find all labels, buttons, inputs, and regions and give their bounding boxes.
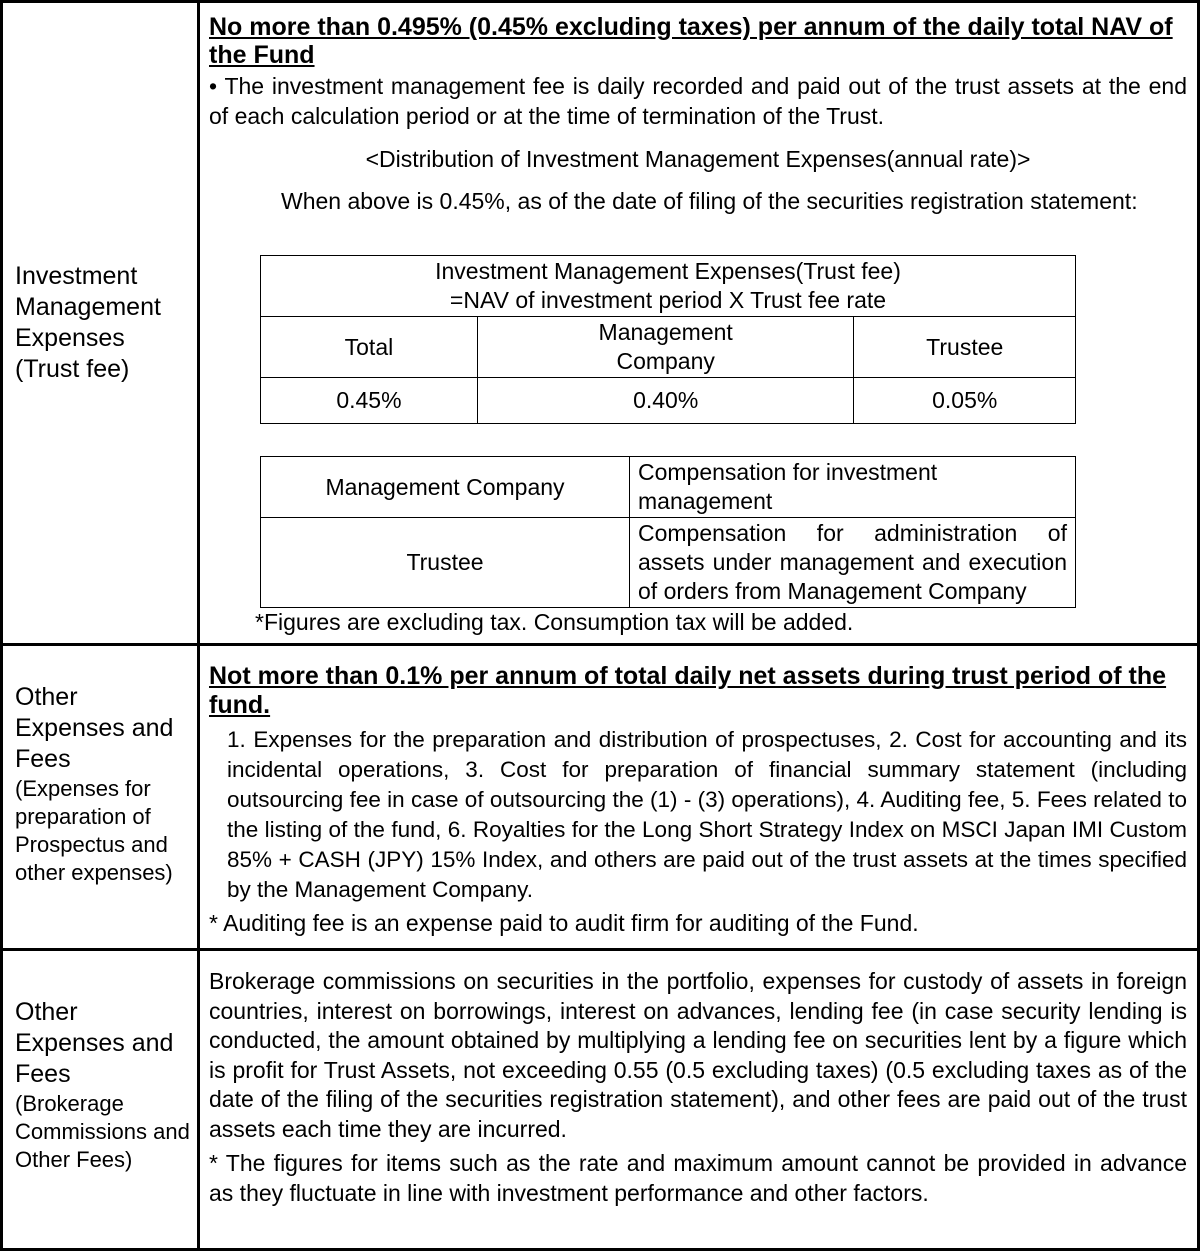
other-expenses-body: 1. Expenses for the preparation and distribution of prospectuses, 2. Cost for accounting and its incidental operations, 3. Cost for preparation of financial summary statement (including outsourcing fee in case of outsourcing the (1) - (3) operations), 4. Auditing fee, 5. Fees related to the listing of the fund, 6. Royalties for the Long Short Strategy Index on MSCI Japan IMI Custom 85% + CASH (JPY) 15% Index, and others are paid out of the trust assets at the times specified by the Management Company.	[227, 727, 1187, 902]
rate-header-management: Management Company	[477, 317, 854, 378]
other-expenses-row	[3, 646, 1197, 948]
rate-value-total: 0.45%	[261, 378, 478, 424]
formula-line-1: Investment Management Expenses(Trust fee)	[435, 258, 901, 284]
other-expenses-label	[15, 682, 193, 887]
label-sub: (Expenses for preparation of Prospectus and other expenses)	[15, 776, 173, 885]
rate-header-total: Total	[261, 317, 478, 378]
label-sub: (Brokerage Commissions and Other Fees)	[15, 1091, 190, 1172]
label-main: Other Expenses and Fees	[15, 998, 174, 1088]
brokerage-content	[209, 967, 1187, 1208]
trust-fee-label: Investment Management Expenses (Trust fee)	[15, 262, 161, 383]
rate-value-management: 0.40%	[477, 378, 854, 424]
distribution-title: <Distribution of Investment Management Expenses(annual rate)>	[365, 146, 1031, 172]
compensation-party: Management Company	[261, 457, 630, 518]
brokerage-row	[3, 951, 1197, 1248]
brokerage-note: * The figures for items such as the rate and maximum amount cannot be provided in advance as they fluctuate in line with investment performance and other factors.	[209, 1150, 1187, 1206]
rate-value-trustee: 0.05%	[854, 378, 1076, 424]
trust-fee-content	[209, 13, 1187, 215]
trust-fee-note: *Figures are excluding tax. Consumption tax will be added.	[255, 609, 854, 635]
other-expenses-heading: Not more than 0.1% per annum of total daily net assets during trust period of the fund.	[209, 662, 1167, 719]
trust-fee-bullet: • The investment management fee is daily recorded and paid out of the trust assets at the end of each calculation period or at the time of termination of the Trust.	[209, 73, 1187, 129]
other-expenses-note: * Auditing fee is an expense paid to audit firm for auditing of the Fund.	[209, 910, 919, 936]
label-main: Other Expenses and Fees	[15, 683, 174, 773]
rate-table	[260, 255, 1076, 424]
rate-header-trustee: Trustee	[854, 317, 1076, 378]
compensation-desc: Compensation for investment management	[630, 457, 1076, 518]
brokerage-label	[15, 997, 193, 1174]
formula-line-2: =NAV of investment period X Trust fee rate	[449, 287, 887, 313]
formula-cell	[261, 256, 1076, 317]
trust-fee-heading: No more than 0.495% (0.45% excluding taxes) per annum of the daily total NAV of the Fund	[209, 13, 1173, 69]
compensation-desc: Compensation for administration of assets under management and execution of orders from Management Company	[630, 518, 1076, 608]
brokerage-body: Brokerage commissions on securities in the portfolio, expenses for custody of assets in foreign countries, interest on borrowings, interest on advances, lending fee (in case security lending is conducted, the amount obtained by multiplying a lending fee on securities lent by a figure which is profit for Trust Assets, not exceeding 0.55 (0.5 excluding taxes) (0.5 excluding taxes as of the date of the filing of the securities registration statement), and other fees are paid out of the trust assets each time they are incurred.	[209, 968, 1187, 1142]
trust-fee-row	[3, 3, 1197, 643]
when-text: When above is 0.45%, as of the date of filing of the securities registration statement:	[281, 188, 1138, 214]
compensation-party: Trustee	[261, 518, 630, 608]
compensation-table	[260, 456, 1076, 608]
other-expenses-content	[209, 662, 1187, 938]
